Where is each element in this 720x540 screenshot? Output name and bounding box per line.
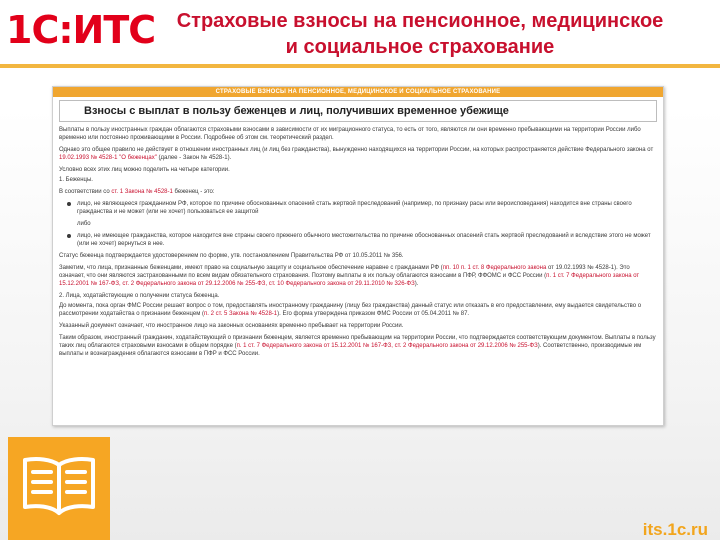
- header-divider: [0, 64, 720, 68]
- paragraph-application: До момента, пока орган ФМС России решает вопрос о том, предоставлять иностранному гражданину (лицу без гражданства) данный статус или отказать в его предоставлении, ему выдается свидетельство о рассмотрении ходатайства о признании беженцем (п. 2 ст. 5 Закона № 4528-1). Его форма утверждена приказом ФМС России от 05.04.2011 № 87.: [59, 303, 642, 317]
- law-link-insurance[interactable]: п. 1 ст. 7 Федерального закона от 15.12.2001 № 167-ФЗ, ст. 2 Федерального закона от 29.12.2006 № 255-ФЗ, ст. 10 Федерального закона от 29.11.2010 № 326-ФЗ: [59, 273, 640, 287]
- section-heading-applicants: 2. Лица, ходатайствующие о получении статуса беженца.: [59, 293, 220, 299]
- paragraph-intro: Выплаты в пользу иностранных граждан облагаются страховыми взносами в зависимости от их миграционного статуса, то есть от того, являются ли они временно пребывающими на территории России либо временно или постоянно проживающими в России. Подробнее об этом см. теоретический раздел.: [59, 127, 641, 141]
- paragraph-exception: Однако это общее правило не действует в отношении иностранных лиц (и лиц без гражданства), вынужденно находящихся на территории России, на которых распространяется действие Федерального закона от 19.02.1993 № 4528-1 "О беженцах" (далее - Закон № 4528-1).: [59, 147, 654, 161]
- paragraph-certificate: Статус беженца подтверждается удостоверением по форме, утв. постановлением Правительства РФ от 10.05.2011 № 356.: [59, 253, 404, 259]
- list-separator-or: либо: [77, 221, 91, 227]
- list-item: лицо, не являющееся гражданином РФ, которое по причине обоснованных опасений стать жертвой преследований (например, по признаку расы или вероисповедания) находится вне страны своего гражданства и не может (или не хочет) пользоваться ее защитой: [59, 200, 657, 216]
- paragraph-social-protection: Заметим, что лица, признанные беженцами, имеют право на социальную защиту и социальное обеспечение наравне с гражданами РФ (пп. 10 п. 1 ст. 8 Федерального закона от 19.02.1993 № 4528-1). Это означает, что они являются застрахованными по всем видам обязательного страхования. Поэтому выплаты в их пользу облагаются взносами в ПФР, ФФОМС и ФСС России (п. 1 ст. 7 Федерального закона от 15.12.2001 № 167-ФЗ, ст. 2 Федерального закона от 29.12.2006 № 255-ФЗ, ст. 10 Федерального закона от 29.11.2010 № 326-ФЗ).: [59, 265, 640, 287]
- law-link-article1[interactable]: ст. 1 Закона № 4528-1: [111, 189, 173, 195]
- law-link-art5[interactable]: п. 2 ст. 5 Закона № 4528-1: [204, 311, 278, 317]
- list-item: лицо, не имеющее гражданства, которое находится вне страны своего прежнего обычного местожительства по причине обоснованных опасений стать жертвой преследований и вследствие этого не может (или не хочет) вернуться в нее.: [59, 232, 657, 248]
- page-title: [140, 8, 700, 60]
- paragraph-conclusion: Таким образом, иностранный гражданин, ходатайствующий о признании беженцем, является временно пребывающим на территории России, что подтверждается соответствующим документом. Выплаты в пользу таких лиц облагаются страховыми взносами в общем порядке (п. 1 ст. 7 Федерального закона от 15.12.2001 № 167-ФЗ, ст. 2 Федерального закона от 29.12.2006 № 255-ФЗ). Соответственно, производимые им выплаты и вознаграждения облагаются взносами в ПФР и ФСС России.: [59, 335, 656, 357]
- section-heading-refugees: 1. Беженцы.: [59, 177, 93, 183]
- open-book-icon: [21, 455, 97, 517]
- book-tile: [8, 437, 110, 540]
- page-title-line2: и социальное страхование: [285, 36, 555, 58]
- document-header-bar: СТРАХОВЫЕ ВЗНОСЫ НА ПЕНСИОННОЕ, МЕДИЦИНСКОЕ И СОЦИАЛЬНОЕ СТРАХОВАНИЕ: [53, 87, 663, 97]
- paragraph-categories: Условно всех этих лиц можно поделить на четыре категории.: [59, 167, 230, 173]
- law-link-4528[interactable]: 19.02.1993 № 4528-1 "О беженцах": [59, 155, 157, 161]
- top-bar: [0, 0, 720, 64]
- document-screenshot: [52, 86, 664, 426]
- document-title: Взносы с выплат в пользу беженцев и лиц, получивших временное убежище: [59, 100, 657, 122]
- site-link[interactable]: its.1c.ru: [642, 520, 708, 539]
- page-title-line1: Страховые взносы на пенсионное, медицинское: [176, 10, 664, 32]
- law-link-general[interactable]: п. 1 ст. 7 Федерального закона от 15.12.2001 № 167-ФЗ, ст. 2 Федерального закона от 29.12.2006 № 255-ФЗ: [236, 343, 538, 349]
- paragraph-temporary-stay: Указанный документ означает, что иностранное лицо на законных основаниях временно пребывает на территории России.: [59, 323, 404, 329]
- brand-logo: 1С:ИТС: [6, 8, 156, 52]
- paragraph-definition: В соответствии со ст. 1 Закона № 4528-1 беженец - это:: [59, 189, 215, 195]
- law-link-art8[interactable]: пп. 10 п. 1 ст. 8 Федерального закона: [442, 265, 547, 271]
